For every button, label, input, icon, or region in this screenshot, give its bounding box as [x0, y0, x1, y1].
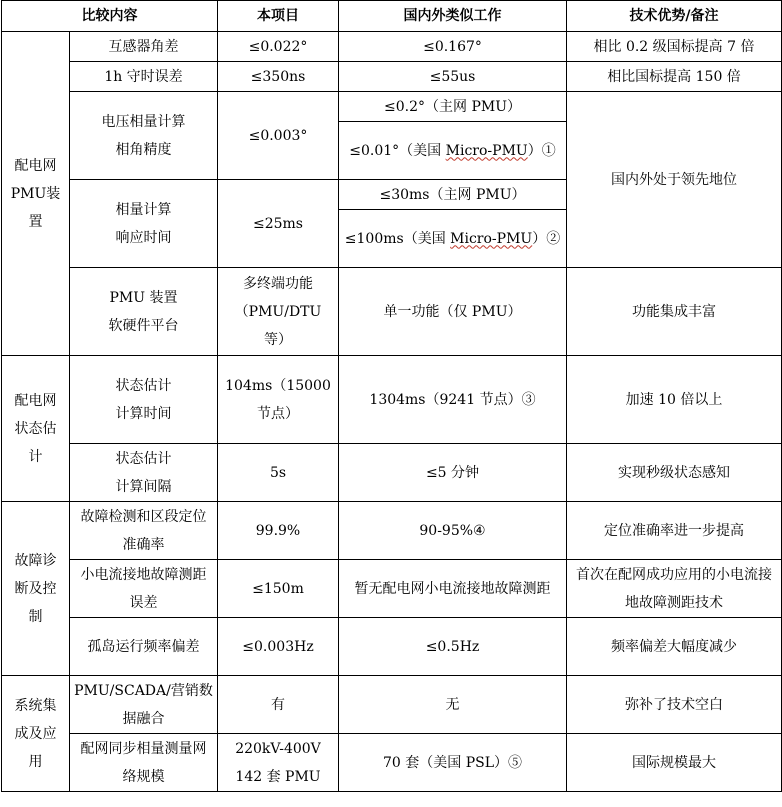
row-item: 1h 守时误差 [70, 62, 218, 92]
header-row [2, 1, 782, 32]
row-item [70, 268, 218, 356]
row-project: 有 [218, 676, 339, 734]
row-similar: ≤5 分钟 [339, 444, 567, 502]
row-item-line: 相量计算 [115, 201, 172, 218]
row-project: ≤25ms [218, 180, 339, 268]
row-note: 实现秒级状态感知 [567, 444, 782, 502]
row-similar-a: ≤0.2°（主网 PMU） [339, 92, 567, 122]
row-similar-a: ≤30ms（主网 PMU） [339, 180, 567, 210]
row-note: 国际规模最大 [567, 734, 782, 792]
table-row [2, 444, 782, 502]
row-item-line: 电压相量计算 [101, 113, 186, 130]
row-project-line: 220kV-400V [235, 740, 321, 757]
row-item: 配网同步相量测量网络规模 [70, 734, 218, 792]
row-similar: 1304ms（9241 节点）③ [339, 356, 567, 444]
row-note: 首次在配网成功应用的小电流接地故障测距技术 [567, 560, 782, 618]
row-similar: ≤55us [339, 62, 567, 92]
row-note: 国内外处于领先地位 [567, 92, 782, 268]
row-project: ≤0.003° [218, 92, 339, 180]
group-state-label: 配电网状态估计 [2, 356, 70, 502]
row-note: 加速 10 倍以上 [567, 356, 782, 444]
table-row [2, 356, 782, 444]
row-item: 互感器角差 [70, 32, 218, 62]
text-fragment: ≤100ms（美国 [344, 230, 451, 247]
spellcheck-word: Micro-PMU [445, 142, 528, 159]
row-item-line: 相角精度 [115, 141, 172, 158]
table-row [2, 676, 782, 734]
row-note: 频率偏差大幅度减少 [567, 618, 782, 676]
row-item-line: 计算间隔 [115, 478, 172, 495]
row-item: PMU/SCADA/营销数据融合 [70, 676, 218, 734]
text-fragment: ）① [527, 142, 556, 159]
header-similar: 国内外类似工作 [339, 1, 567, 32]
table-row [2, 734, 782, 792]
row-similar: ≤0.5Hz [339, 618, 567, 676]
row-project: 99.9% [218, 502, 339, 560]
row-item-line: 状态估计 [115, 450, 172, 467]
row-project-line: 142 套 PMU [235, 768, 321, 785]
table-row [2, 560, 782, 618]
spellcheck-word: Micro-PMU [450, 230, 533, 247]
comparison-table [1, 0, 782, 792]
header-project: 本项目 [218, 1, 339, 32]
text-fragment: ）② [532, 230, 561, 247]
table-row [2, 32, 782, 62]
group-pmu-label: 配电网PMU装置 [2, 32, 70, 356]
row-project: 104ms（15000 节点） [218, 356, 339, 444]
row-similar-b [339, 210, 567, 268]
row-item-line: 响应时间 [115, 229, 172, 246]
row-item [70, 92, 218, 180]
table-row [2, 502, 782, 560]
row-item [70, 180, 218, 268]
row-project: ≤350ns [218, 62, 339, 92]
row-similar: 暂无配电网小电流接地故障测距 [339, 560, 567, 618]
row-item-line: 计算时间 [115, 405, 172, 422]
header-compare: 比较内容 [2, 1, 218, 32]
row-similar: 90-95%④ [339, 502, 567, 560]
row-project [218, 734, 339, 792]
row-note: 弥补了技术空白 [567, 676, 782, 734]
row-project: ≤150m [218, 560, 339, 618]
row-project: 多终端功能（PMU/DTU 等） [218, 268, 339, 356]
header-advantage: 技术优势/备注 [567, 1, 782, 32]
row-project: 5s [218, 444, 339, 502]
row-project: ≤0.003Hz [218, 618, 339, 676]
row-item: 孤岛运行频率偏差 [70, 618, 218, 676]
group-fault-label: 故障诊断及控制 [2, 502, 70, 676]
row-item [70, 444, 218, 502]
group-system-label: 系统集成及应用 [2, 676, 70, 792]
row-note: 功能集成丰富 [567, 268, 782, 356]
text-fragment: ≤0.01°（美国 [349, 142, 446, 159]
row-similar: 单一功能（仅 PMU） [339, 268, 567, 356]
row-item-line: 软硬件平台 [108, 317, 179, 334]
row-note: 定位准确率进一步提高 [567, 502, 782, 560]
row-item-line: 状态估计 [115, 377, 172, 394]
row-item: 故障检测和区段定位准确率 [70, 502, 218, 560]
row-similar-b [339, 122, 567, 180]
row-item [70, 356, 218, 444]
row-item: 小电流接地故障测距误差 [70, 560, 218, 618]
row-item-line: PMU 装置 [109, 289, 178, 306]
table-row [2, 62, 782, 92]
row-project: ≤0.022° [218, 32, 339, 62]
table-row [2, 92, 782, 122]
row-similar: 无 [339, 676, 567, 734]
table-row [2, 268, 782, 356]
row-similar: ≤0.167° [339, 32, 567, 62]
table-row [2, 618, 782, 676]
row-note: 相比 0.2 级国标提高 7 倍 [567, 32, 782, 62]
row-note: 相比国标提高 150 倍 [567, 62, 782, 92]
row-similar: 70 套（美国 PSL）⑤ [339, 734, 567, 792]
